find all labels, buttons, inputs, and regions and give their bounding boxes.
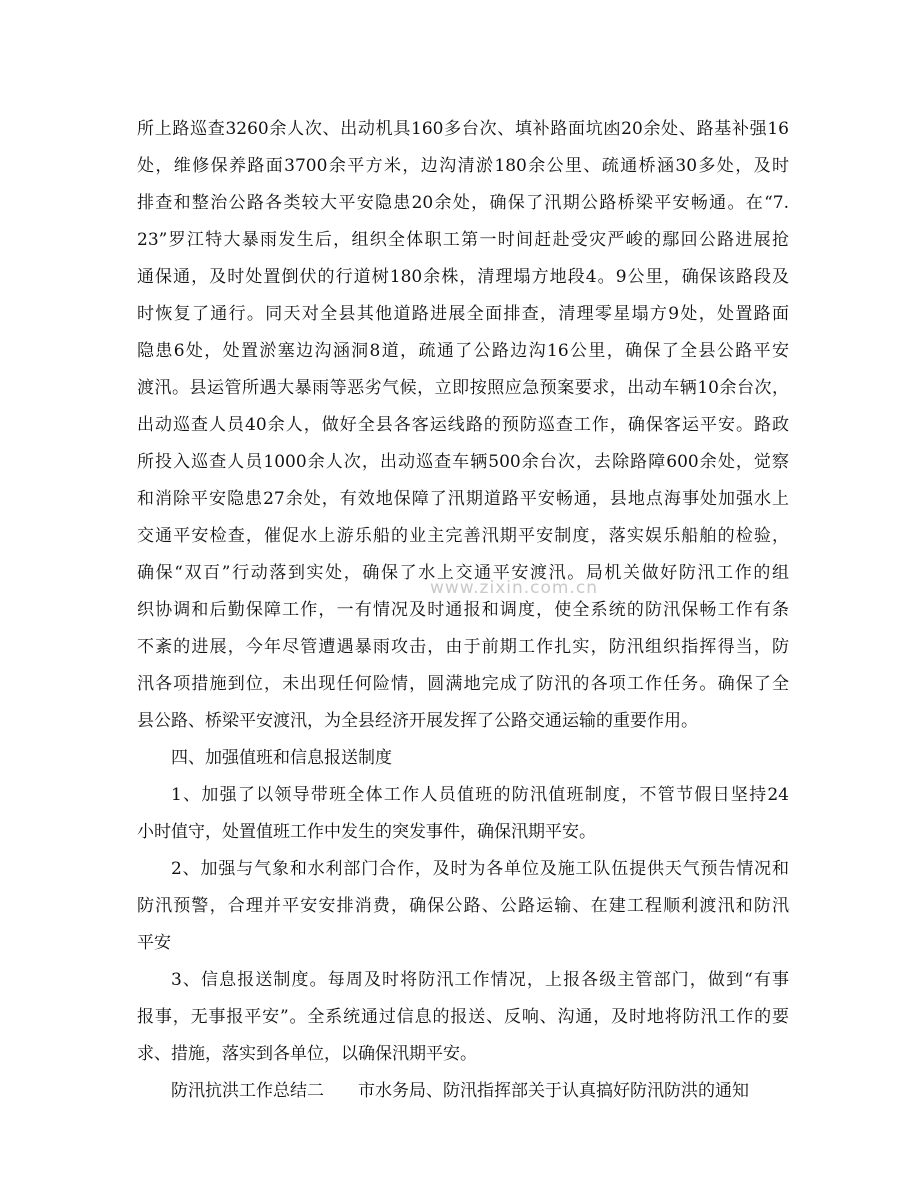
body-line: 3、信息报送制度。每周及时将防汛工作情况，上报各级主管部门，做到“有事 (171, 970, 789, 990)
body-line: 2、加强与气象和水利部门合作，及时为各单位及施工队伍提供天气预告情况和 (171, 859, 789, 879)
document-title-line: 防汛抗洪工作总结二 市水务局、防汛指挥部关于认真搞好防汛防洪的通知 (171, 1081, 749, 1101)
body-line: 县公路、桥梁平安渡汛，为全县经济开展发挥了公路交通运输的重要作用。 (137, 711, 698, 731)
body-line: 和消除平安隐患27余处，有效地保障了汛期道路平安畅通，县地点海事处加强水上 (137, 489, 789, 509)
body-line: 确保“双百”行动落到实处，确保了水上交通平安渡汛。局机关做好防汛工作的组 (137, 563, 789, 583)
body-line: 汛各项措施到位，未出现任何险情，圆满地完成了防汛的各项工作任务。确保了全 (137, 674, 789, 694)
body-line: 所上路巡查3260余人次、出动机具160多台次、填补路面坑凼20余处、路基补强16 (137, 119, 789, 139)
document-body (137, 115, 789, 1114)
body-line: 交通平安检查，催促水上游乐船的业主完善汛期平安制度，落实娱乐船舶的检验， (137, 526, 789, 546)
body-line: 小时值守，处置值班工作中发生的突发事件，确保汛期平安。 (137, 822, 596, 842)
body-line: 处，维修保养路面3700余平方米，边沟清淤180余公里、疏通桥涵30多处，及时 (137, 156, 789, 176)
body-line: 出动巡查人员40余人，做好全县各客运线路的预防巡查工作，确保客运平安。路政 (137, 415, 789, 435)
body-line: 织协调和后勤保障工作，一有情况及时通报和调度，使全系统的防汛保畅工作有条 (137, 600, 789, 620)
watermark: www.zixin.com.cn (430, 578, 598, 598)
body-line: 不紊的进展，今年尽管遭遇暴雨攻击，由于前期工作扎实，防汛组织指挥得当，防 (137, 637, 789, 657)
body-line: 排查和整治公路各类较大平安隐患20余处，确保了汛期公路桥梁平安畅通。在“7. (137, 193, 789, 213)
body-line: 时恢复了通行。同天对全县其他道路进展全面排查，清理零星塌方9处，处置路面 (137, 304, 789, 324)
body-line: 所投入巡查人员1000余人次，出动巡查车辆500余台次，去除路障600余处，觉察 (137, 452, 789, 472)
body-line: 平安 (137, 933, 171, 953)
body-line: 隐患6处，处置淤塞边沟涵洞8道，疏通了公路边沟16公里，确保了全县公路平安 (137, 341, 789, 361)
body-line: 防汛预警，合理并平安安排消费，确保公路、公路运输、在建工程顺利渡汛和防汛 (137, 896, 789, 916)
section-heading: 四、加强值班和信息报送制度 (171, 748, 392, 768)
body-line: 渡汛。县运管所遇大暴雨等恶劣气候，立即按照应急预案要求，出动车辆10余台次， (137, 378, 789, 398)
body-line: 求、措施，落实到各单位，以确保汛期平安。 (137, 1044, 477, 1064)
body-line: 通保通，及时处置倒伏的行道树180余株，清理塌方地段4。9公里，确保该路段及 (137, 267, 789, 287)
body-line: 报事，无事报平安”。全系统通过信息的报送、反响、沟通，及时地将防汛工作的要 (137, 1007, 789, 1027)
body-line: 1、加强了以领导带班全体工作人员值班的防汛值班制度，不管节假日坚持24 (171, 785, 789, 805)
body-line: 23”罗江特大暴雨发生后，组织全体职工第一时间赶赴受灾严峻的鄢回公路进展抢 (137, 230, 789, 250)
